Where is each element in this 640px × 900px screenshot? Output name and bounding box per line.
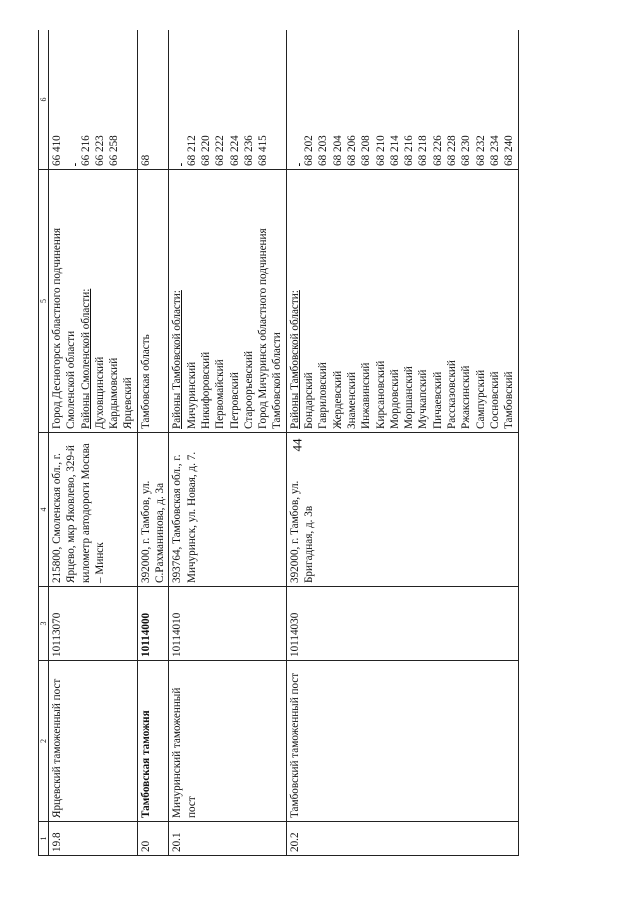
okato-code-line: 66 223 xyxy=(93,135,106,166)
table-row xyxy=(49,30,138,856)
district-line: Сампурский xyxy=(474,369,487,429)
okato-code-line: 68 224 xyxy=(228,135,241,166)
post-name-cell: Мичуринский таможенный пост xyxy=(169,661,286,822)
post-name-cell: Тамбовский таможенный пост xyxy=(286,661,518,822)
table-row xyxy=(137,30,169,856)
post-code-cell: 10114000 xyxy=(137,587,169,661)
district-line: Моршанский xyxy=(403,366,416,429)
rotated-table-area xyxy=(38,30,601,856)
okato-codes-cell xyxy=(49,30,138,170)
district-line: Тамбовский xyxy=(503,371,516,429)
okato-code-line: 68 206 xyxy=(345,135,358,166)
column-number: 6 xyxy=(39,30,49,170)
row-number-cell: 20.1 xyxy=(169,822,286,856)
column-number: 3 xyxy=(39,587,49,661)
okato-code-line: 66 258 xyxy=(108,135,121,166)
district-line: Тамбовская область xyxy=(139,334,152,429)
district-line: Пичаевский xyxy=(431,371,444,429)
okato-code-line: 68 208 xyxy=(360,135,373,166)
column-number-row xyxy=(39,30,49,856)
okato-codes-cell xyxy=(137,30,169,170)
districts-cell xyxy=(137,170,169,433)
address-cell: 392000, г. Тамбов, ул. Бригадная, д. 3в xyxy=(286,433,518,587)
district-line: Мичуринский xyxy=(185,361,198,429)
okato-code-group-heading xyxy=(64,33,78,166)
rotated-page-content xyxy=(38,30,601,856)
district-line: Мордовский xyxy=(388,369,401,429)
district-line: Мучкапский xyxy=(417,369,430,429)
district-line: Инжавинский xyxy=(360,362,373,429)
district-group-heading: Районы Тамбовской области: xyxy=(171,290,184,429)
district-group-heading: Районы Смоленской области: xyxy=(79,288,92,429)
table-row xyxy=(286,30,518,856)
post-name-cell: Ярцевский таможенный пост xyxy=(49,661,138,822)
district-line: Город Десногорск областного подчинения Смоленской области xyxy=(51,227,78,429)
district-line: Кирсановский xyxy=(374,360,387,429)
okato-code-line: 68 202 xyxy=(303,135,316,166)
okato-code-line: 68 214 xyxy=(388,135,401,166)
district-line: Город Мичуринск областного подчинения Тамбовской области xyxy=(257,228,284,429)
okato-code-line: 68 204 xyxy=(331,135,344,166)
okato-code-group-heading xyxy=(170,33,184,166)
okato-code-line: 68 xyxy=(139,154,152,166)
page-number: 44 xyxy=(289,438,305,452)
okato-code-line: 68 212 xyxy=(185,135,198,166)
okato-codes-cell xyxy=(286,30,518,170)
district-line: Ярцевский xyxy=(122,377,135,429)
okato-code-line: 68 228 xyxy=(446,135,459,166)
district-line: Первомайский xyxy=(214,359,227,429)
district-line: Петровский xyxy=(228,372,241,429)
okato-code-group-heading xyxy=(288,33,302,166)
district-line: Сосновский xyxy=(488,371,501,429)
row-number-cell: 20 xyxy=(137,822,169,856)
address-cell: 392000, г. Тамбов, ул. С.Рахманинова, д. 3а xyxy=(137,433,169,587)
okato-code-line: 68 415 xyxy=(257,135,270,166)
okato-code-line: 66 216 xyxy=(79,135,92,166)
district-line: Жердевский xyxy=(331,370,344,429)
table-body xyxy=(49,30,519,856)
districts-cell xyxy=(49,170,138,433)
customs-table xyxy=(38,30,519,856)
district-line: Знаменский xyxy=(345,372,358,429)
district-line: Бондарский xyxy=(303,372,316,429)
post-code-cell: 10113070 xyxy=(49,587,138,661)
okato-code-line: 68 236 xyxy=(242,135,255,166)
okato-code-line: 68 210 xyxy=(374,135,387,166)
okato-code-line: 68 230 xyxy=(460,135,473,166)
districts-cell xyxy=(286,170,518,433)
okato-code-line: 66 410 xyxy=(51,135,63,166)
district-line: Старооръевский xyxy=(242,350,255,429)
okato-code-line: 68 232 xyxy=(474,135,487,166)
post-name-cell: Тамбовская таможня xyxy=(137,661,169,822)
okato-code-line: 68 220 xyxy=(199,135,212,166)
okato-code-line: 68 222 xyxy=(214,135,227,166)
district-group-heading: Районы Тамбовской области: xyxy=(288,290,301,429)
okato-code-line: 68 234 xyxy=(488,135,501,166)
row-number-cell: 19.8 xyxy=(49,822,138,856)
post-code-cell: 10114010 xyxy=(169,587,286,661)
column-number: 4 xyxy=(39,433,49,587)
okato-code-line: 68 216 xyxy=(403,135,416,166)
okato-code-line: 68 218 xyxy=(417,135,430,166)
address-cell: 393764, Тамбовская обл., г. Мичуринск, ул. Новая, д. 7. xyxy=(169,433,286,587)
okato-codes-cell xyxy=(169,30,286,170)
district-line: Духовщинский xyxy=(93,356,106,429)
districts-cell xyxy=(169,170,286,433)
address-cell: 215800, Смоленская обл., г. Ярцево, мкр Яковлево, 329-й километр автодороги Москва – Минск xyxy=(49,433,138,587)
district-line: Гавриловский xyxy=(317,362,330,429)
column-number: 1 xyxy=(39,822,49,856)
district-line: Ржаксинский xyxy=(460,365,473,429)
district-line: Никифоровский xyxy=(199,351,212,429)
okato-code-line: 68 203 xyxy=(317,135,330,166)
table-row xyxy=(169,30,286,856)
row-number-cell: 20.2 xyxy=(286,822,518,856)
post-code-cell: 10114030 xyxy=(286,587,518,661)
okato-code-line: 68 240 xyxy=(503,135,516,166)
district-line: Кардымовский xyxy=(108,357,121,429)
column-number: 5 xyxy=(39,170,49,433)
column-number: 2 xyxy=(39,661,49,822)
district-line: Рассказовский xyxy=(446,360,459,429)
okato-code-line: 68 226 xyxy=(431,135,444,166)
